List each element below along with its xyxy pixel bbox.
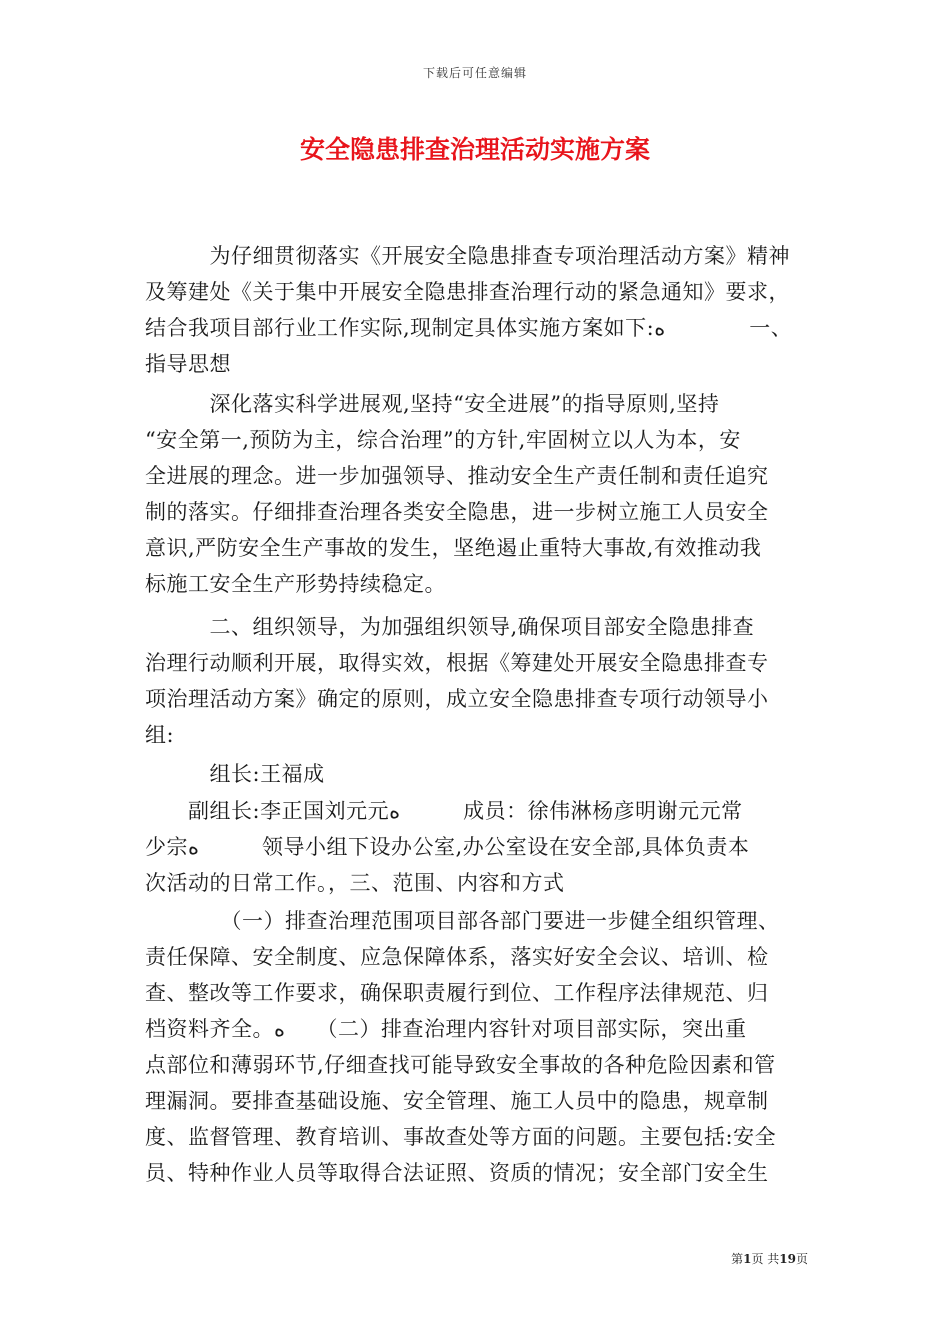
- body-line: 制的落实。仔细排查治理各类安全隐患，进一步树立施工人员安全: [145, 500, 769, 524]
- body-line: 度、监督管理、教育培训、事故查处等方面的问题。主要包括:安全: [145, 1125, 777, 1149]
- body-line: 理漏洞。要排查基础设施、安全管理、施工人员中的隐患，规章制: [145, 1089, 769, 1113]
- body-line: 组:: [145, 723, 175, 747]
- body-line: 标施工安全生产形势持续稳定。: [145, 572, 446, 596]
- body-line: 少宗ﻩ 领导小组下设办公室,办公室设在安全部,具体负责本: [145, 835, 750, 859]
- page-middle: 页 共: [751, 1252, 780, 1266]
- body-line: 查、整改等工作要求，确保职责履行到位、工作程序法律规范、归: [145, 981, 769, 1005]
- body-line: 治理行动顺利开展，取得实效，根据《筹建处开展安全隐患排查专: [145, 651, 769, 675]
- body-line: 员、特种作业人员等取得合法证照、资质的情况；安全部门安全生: [145, 1161, 769, 1185]
- body-line: 组长:王福成: [145, 762, 325, 786]
- body-line: 副组长:李正国刘元元ﻩ 成员：徐伟淋杨彦明谢元元常: [145, 799, 743, 823]
- page-number: [0, 1250, 808, 1267]
- body-line: “安全第一,预防为主，综合治理”的方针,牢固树立以人为本，安: [145, 428, 741, 452]
- body-line: 点部位和薄弱环节,仔细查找可能导致安全事故的各种危险因素和管: [145, 1053, 776, 1077]
- page-suffix: 页: [795, 1252, 808, 1266]
- body-line: 责任保障、安全制度、应急保障体系，落实好安全会议、培训、检: [145, 945, 769, 969]
- header-note: 下载后可任意编辑: [422, 66, 527, 80]
- body-line: 为仔细贯彻落实《开展安全隐患排查专项治理活动方案》精神: [145, 244, 790, 268]
- page-prefix: 第: [731, 1252, 744, 1266]
- body-line: （一）排查治理范围项目部各部门要进一步健全组织管理、: [145, 909, 780, 933]
- body-line: 二、组织领导，为加强组织领导,确保项目部安全隐患排查: [145, 615, 755, 639]
- body-line: 结合我项目部行业工作实际,现制定具体实施方案如下:ﻩ 一、: [145, 316, 793, 340]
- body-line: 及筹建处《关于集中开展安全隐患排查治理行动的紧急通知》要求，: [145, 280, 790, 304]
- body-line: 档资料齐全。ﻩ （二）排查治理内容针对项目部实际，突出重: [145, 1017, 747, 1041]
- body-line: 深化落实科学进展观,坚持“安全进展”的指导原则,坚持: [145, 392, 720, 416]
- body-line: 指导思想: [145, 352, 231, 376]
- page-current: 1: [743, 1252, 752, 1266]
- body-line: 项治理活动方案》确定的原则，成立安全隐患排查专项行动领导小: [145, 687, 769, 711]
- body-line: 全进展的理念。进一步加强领导、推动安全生产责任制和责任追究: [145, 464, 769, 488]
- document-title: 安全隐患排查治理活动实施方案: [299, 135, 650, 164]
- body-line: 次活动的日常工作。，三、范围、内容和方式: [145, 871, 565, 895]
- page-total: 19: [779, 1252, 796, 1266]
- body-line: 意识,严防安全生产事故的发生，坚绝遏止重特大事故,有效推动我: [145, 536, 762, 560]
